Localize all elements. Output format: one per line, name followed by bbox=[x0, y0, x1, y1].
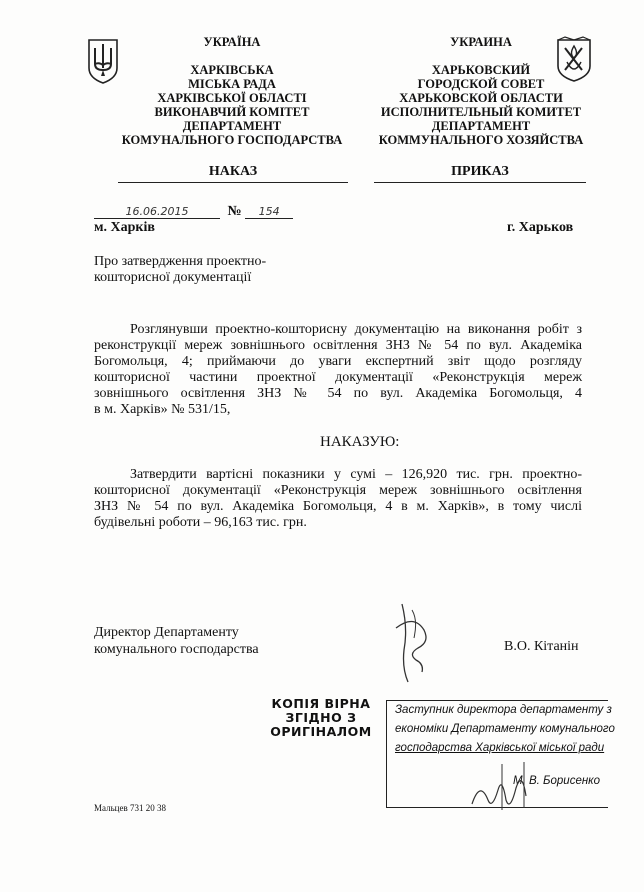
preamble-line: зовнішнього освітлення ЗНЗ № 54 по вул. Академіка Богомольця, 4 bbox=[94, 386, 582, 401]
header-right-line: ХАРЬКОВСКИЙ bbox=[431, 63, 531, 77]
header-right-line: ДЕПАРТАМЕНТ bbox=[431, 119, 531, 133]
order-line: будівельні роботи – 96,163 тис. грн. bbox=[94, 515, 307, 530]
order-line: кошторисної документації «Реконструкція мереж зовнішнього освітлення bbox=[94, 483, 582, 498]
city-ru: г. Харьков bbox=[507, 220, 574, 235]
order-date: 16.06.2015 bbox=[94, 205, 220, 219]
footer-contact-note: Мальцев 731 20 38 bbox=[94, 803, 166, 813]
copy-true-stamp bbox=[268, 697, 374, 739]
subject-line: кошторисної документації bbox=[94, 270, 252, 285]
certify-line: економіки Департаменту комунального bbox=[395, 723, 615, 735]
header-left-country: УКРАЇНА bbox=[203, 35, 261, 49]
certify-name: М. В. Борисенко bbox=[513, 775, 601, 787]
header-right-line: ИСПОЛНИТЕЛЬНЫЙ КОМИТЕТ bbox=[380, 105, 582, 119]
preamble-line: Розглянувши проектно-кошторисну документацію на виконання робіт з bbox=[130, 322, 582, 337]
header-left-line: КОМУНАЛЬНОГО ГОСПОДАРСТВА bbox=[121, 133, 343, 147]
preamble-line: Богомольця, 4; приймаючи до уваги експертний звіт щодо розгляду bbox=[94, 354, 582, 369]
preamble-line: реконструкції мереж зовнішнього освітлення ЗНЗ № 54 по вул. Академіка bbox=[94, 338, 582, 353]
header-left-line: ВИКОНАВЧИЙ КОМІТЕТ bbox=[154, 105, 310, 119]
order-line: ЗНЗ № 54 по вул. Академіка Богомольця, 4 в м. Харків», в тому числі bbox=[94, 499, 582, 514]
preamble-line: кошторисної частини проектної документації «Реконструкція мереж bbox=[94, 370, 582, 385]
header-left-line: МІСЬКА РАДА bbox=[188, 77, 276, 91]
certify-line: Заступник директора департаменту з bbox=[395, 704, 612, 716]
order-paragraph bbox=[94, 467, 582, 531]
signatory-title bbox=[94, 624, 259, 658]
order-line: Затвердити вартісні показники у сумі – 126,920 тис. грн. проектно- bbox=[130, 467, 582, 482]
city-ua: м. Харків bbox=[94, 220, 155, 235]
handwritten-signature bbox=[378, 598, 448, 688]
order-word: НАКАЗУЮ: bbox=[320, 434, 400, 450]
signatory-title-line: Директор Департаменту bbox=[94, 625, 239, 640]
header-right bbox=[366, 35, 596, 147]
doc-type-ua: НАКАЗ bbox=[118, 164, 348, 183]
copy-stamp-line: ЗГІДНО З bbox=[285, 710, 357, 725]
preamble-paragraph bbox=[94, 322, 582, 418]
preamble-line: в м. Харків» № 531/15, bbox=[94, 402, 231, 417]
copy-stamp-line: ОРИГІНАЛОМ bbox=[270, 724, 372, 739]
signatory-name: В.О. Кітанін bbox=[504, 639, 579, 654]
doc-type-ru: ПРИКАЗ bbox=[374, 164, 586, 183]
header-left-line: ДЕПАРТАМЕНТ bbox=[182, 119, 282, 133]
header-left bbox=[112, 35, 352, 147]
number-label: № bbox=[227, 204, 242, 219]
order-subject bbox=[94, 254, 266, 286]
header-right-line: ХАРЬКОВСКОЙ ОБЛАСТИ bbox=[399, 91, 563, 105]
header-right-line: КОММУНАЛЬНОГО ХОЗЯЙСТВА bbox=[378, 133, 584, 147]
header-right-line: ГОРОДСКОЙ СОВЕТ bbox=[417, 77, 545, 91]
order-number: 154 bbox=[245, 205, 293, 219]
certify-signature bbox=[466, 760, 546, 820]
header-left-line: ХАРКІВСЬКА bbox=[190, 63, 274, 77]
header-right-country: УКРАИНА bbox=[450, 35, 512, 49]
subject-line: Про затвердження проектно- bbox=[94, 254, 267, 269]
certify-line: господарства Харківської міської ради bbox=[395, 742, 605, 754]
signatory-title-line: комунального господарства bbox=[94, 642, 259, 657]
header-left-line: ХАРКІВСЬКОЇ ОБЛАСТІ bbox=[157, 91, 307, 105]
date-number-row bbox=[94, 204, 304, 220]
copy-stamp-line: КОПІЯ ВІРНА bbox=[271, 696, 371, 711]
